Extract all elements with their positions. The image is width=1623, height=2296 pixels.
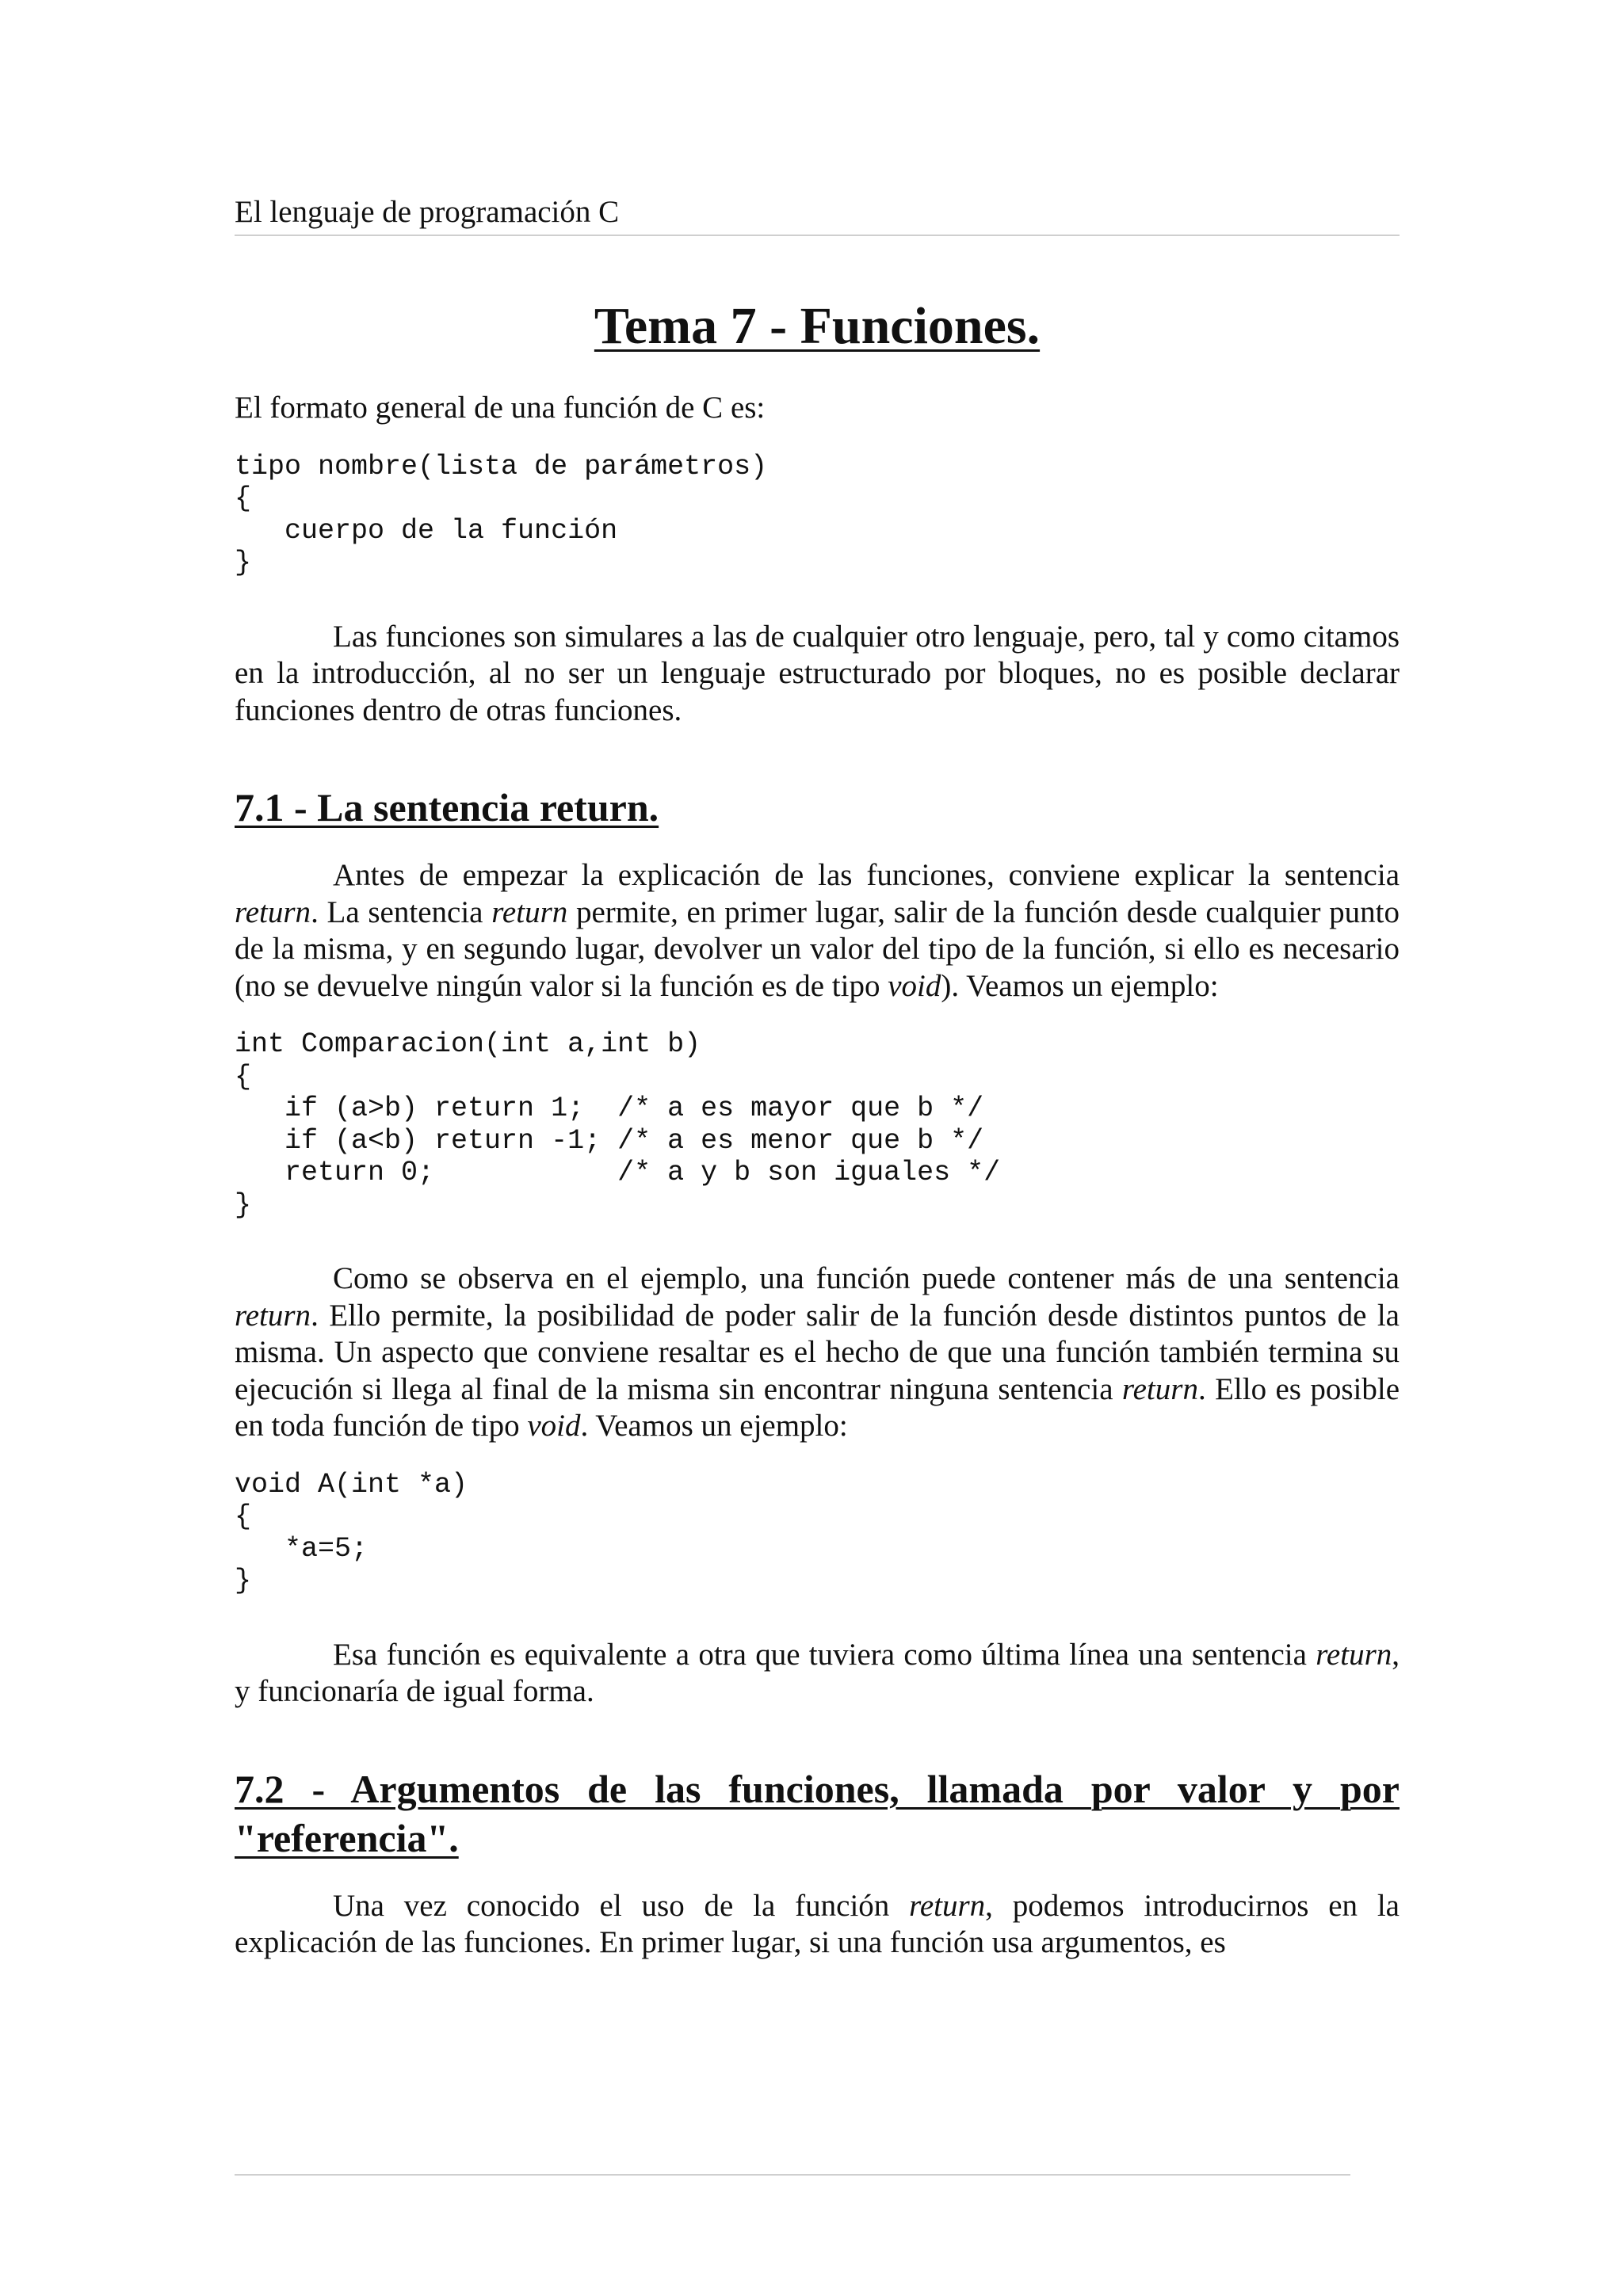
code-block-void-a: void A(int *a) { *a=5; } (235, 1468, 468, 1596)
section-heading-7-2: 7.2 - Argumentos de las funciones, llamada por valor y por "referencia". (235, 1766, 1400, 1860)
section-7-1-paragraph-2: Como se observa en el ejemplo, una función puede contener más de una sentencia return. Ello permite, la posibilidad de poder salir de la función desde distintos puntos de la misma. Un aspecto que conviene resaltar es el hecho de que una función también termina su ejecución si llega al final de la misma sin encontrar ninguna sentencia return. Ello es posible en toda función de tipo void. Veamos un ejemplo: (235, 1261, 1400, 1443)
intro-lead: El formato general de una función de C es: (235, 391, 766, 425)
intro-paragraph: Las funciones son simulares a las de cualquier otro lenguaje, pero, tal y como citamos en la introducción, al no ser un lenguaje estructurado por bloques, no es posible declarar funciones dentro de otras funciones. (235, 619, 1400, 727)
code-block-function-format: tipo nombre(lista de parámetros) { cuerpo de la función } (235, 450, 768, 578)
running-header: El lenguaje de programación C (235, 193, 1400, 236)
section-heading-7-1: 7.1 - La sentencia return. (235, 785, 659, 830)
section-7-2-paragraph-1: Una vez conocido el uso de la función return, podemos introducirnos en la explicación de las funciones. En primer lugar, si una función usa argumentos, es (235, 1888, 1400, 1959)
chapter-title: Tema 7 - Funciones. (594, 297, 1041, 355)
section-7-1-paragraph-1: Antes de empezar la explicación de las funciones, conviene explicar la sentencia return. La sentencia return permite, en primer lugar, salir de la función desde cualquier punto de la misma, y en segundo lugar, devolver un valor del tipo de la función, si ello es necesario (no se devuelve ningún valor si la función es de tipo void). Veamos un ejemplo: (235, 858, 1400, 1003)
footer-rule (235, 2174, 1350, 2176)
code-block-comparacion: int Comparacion(int a,int b) { if (a>b) return 1; /* a es mayor que b */ if (a<b) return -1; /* a es menor que b */ return 0; /* a y b son iguales */ } (235, 1028, 1001, 1221)
section-7-1-paragraph-3: Esa función es equivalente a otra que tuviera como última línea una sentencia return, y funcionaría de igual forma. (235, 1637, 1400, 1708)
page-content (235, 293, 1400, 1985)
